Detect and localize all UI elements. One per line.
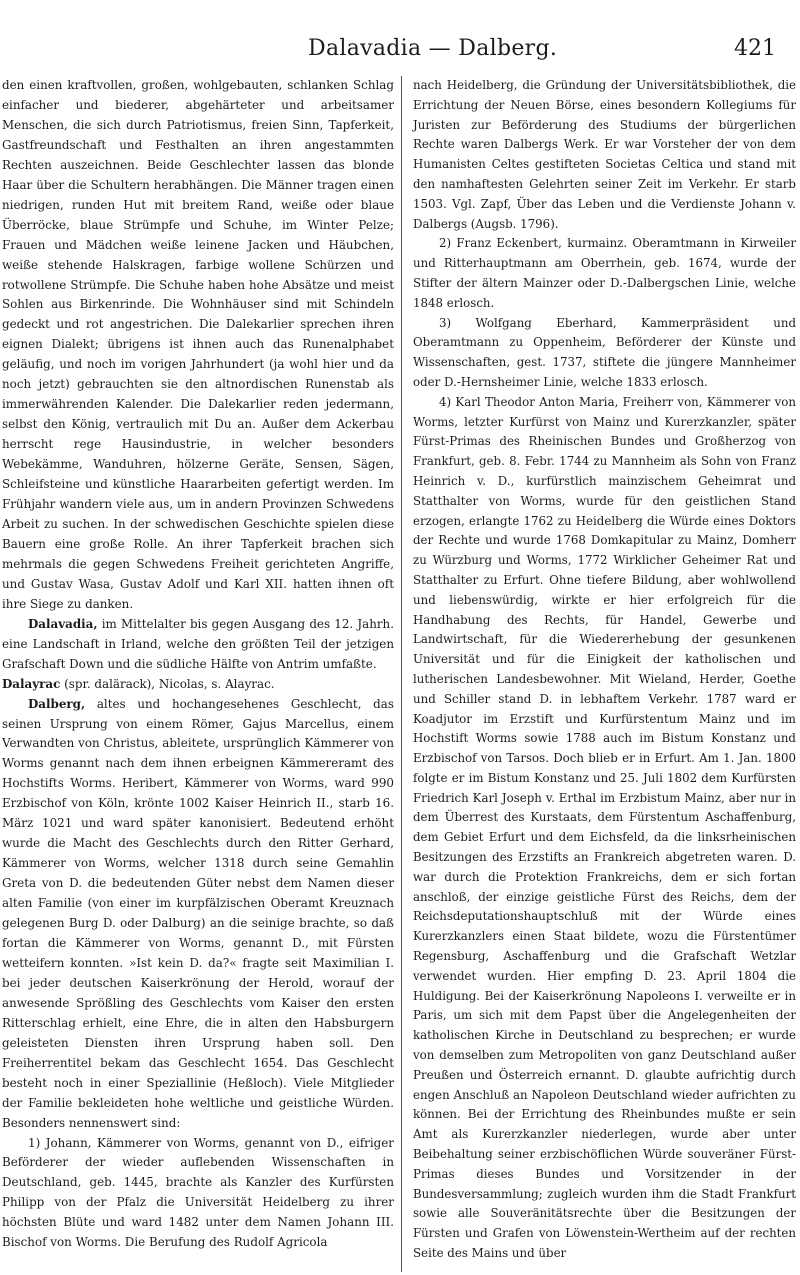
- list-item-karl-theodor: 4) Karl Theodor Anton Maria, Freiherr von, Kämmerer von Worms, letzter Kurfürst von Mainz und Kurerzkanzler, später Fürst-Primas des Rheinischen Bundes und Großherzog von Frankfurt, geb. 8. Febr. 1744 zu Mannheim als Sohn von Franz Heinrich v. D., kurfürstlich mainzischem Geheimrat und Statthalter von Worms, wurde für den geistlichen Stand erzogen, erlangte 1762 zu Heidelberg die Würde eines Doktors der Rechte und wurde 1768 Domkapitular zu Mainz, Domherr zu Würzburg und Worms, 1772 Wirklicher Geheimer Rat und Statthalter zu Erfurt. Ohne tiefere Bildung, aber wohlwollend und liebenswürdig, wirkte er hier erfolgreich für die Handhabung des Rechts, für Handel, Gewerbe und Landwirtschaft, für die Wiedererhebung der gesunkenen Universität und für die Einigkeit der katholischen und lutherischen Landesbewohner. Mit Wieland, Herder, Goethe und Schiller stand D. in lebhaftem Verkehr. 1787 ward er Koadjutor im Erzstift und Kurfürstentum Mainz und im Hochstift Worms sowie 1788 auch im Bistum Konstanz und Erzbischof von Tarsos. Doch blieb er in Erfurt. Am 1. Jan. 1800 folgte er im Bistum Konstanz und 25. Juli 1802 dem Kurfürsten Friedrich Karl Joseph v. Erthal im Erzbistum Mainz, aber nur in dem Überrest des Kurstaats, dem Fürstentum Aschaffenburg, dem Gebiet Erfurt und dem Eichsfeld, da die linksrheinischen Besitzungen des Erzstifts an Frankreich abgetreten waren. D. war durch die Protektion Frankreichs, dem er sich fortan anschloß, der einzige geistliche Fürst des Reichs, dem der Reichsdeputationshauptschluß mit der Würde eines Kurerzkanzlers einen Staat bildete, wozu die Fürstentümer Regensburg, Aschaffenburg und die Grafschaft Wetzlar verwendet wurden. Hier empfing D. 23. April 1804 die Huldigung. Bei der Kaiserkrönung Napoleons I. verweilte er in Paris, um sich mit dem Papst über die Angelegenheiten der katholischen Kirche in Deutschland zu besprechen; er wurde von demselben zum Metropoliten von ganz Deutschland außer Preußen und Österreich ernannt. D. glaubte aufrichtig durch engen Anschluß an Napoleon Deutschland wieder aufrichten zu können. Bei der Errichtung des Rheinbundes mußte er sein Amt als Kurerzkanzler niederlegen, wurde aber unter Beibehaltung seiner erzbischöflichen Würde souveräner Fürst-Primas dieses Bundes und Vorsitzender in der Bundesversammlung; zugleich wurden ihm die Stadt Frankfurt sowie alle Souveränitätsrechte über die Besitzungen der Fürsten und Grafen von Löwenstein-Wertheim auf der rechten Seite des Mains und über: [413, 394, 796, 1261]
- running-title: Dalavadia — Dalberg.: [308, 36, 558, 61]
- list-item-wolfgang-eberhard: 3) Wolfgang Eberhard, Kammerpräsident und Oberamtmann zu Oppenheim, Beförderer der Künste und Wissenschaften, gest. 1737, stiftete die jüngere Mannheimer oder D.-Hernsheimer Linie, welche 1833 erlosch.: [413, 315, 796, 389]
- list-item-franz-eckenbert: 2) Franz Eckenbert, kurmainz. Oberamtmann in Kirweiler und Ritterhauptmann am Oberrhein, geb. 1674, wurde der Stifter der ältern Mainzer oder D.-Dalbergschen Linie, welche 1848 erlosch.: [413, 236, 796, 310]
- entry-headword: Dalberg,: [28, 696, 86, 711]
- right-column: [413, 76, 796, 1264]
- entry-dalayrac: [2, 675, 394, 695]
- entry-headword: Dalayrac: [2, 676, 61, 691]
- entry-text: im Mittelalter bis gegen Ausgang des 12. Jahrh. eine Landschaft in Irland, welche den größten Teil der jetzigen Grafschaft Down und die südliche Hälfte von Antrim umfaßte.: [2, 616, 394, 671]
- page-header: [0, 36, 800, 76]
- paragraph-johann-continued: nach Heidelberg, die Gründung der Universitätsbibliothek, die Errichtung der Neuen Börse, eines besondern Kollegiums für Juristen zur Beförderung des Studiums der bürgerlichen Rechte waren Dalbergs Werk. Er war Vorsteher der von dem Humanisten Celtes gestifteten Societas Celtica und stand mit den namhaftesten Gelehrten seiner Zeit im Verkehr. Er starb 1503. Vgl. Zapf, Über das Leben und die Verdienste Johann v. Dalbergs (Augsb. 1796).: [413, 78, 796, 231]
- entry-text: altes und hochangesehenes Geschlecht, das seinen Ursprung von einem Römer, Gajus Marcellus, einem Verwandten von Christus, ableitete, ursprünglich Kämmerer von Worms genannt nach dem ihnen erbeignen Kämmereramt des Hochstifts Worms. Heribert, Kämmerer von Worms, ward 990 Erzbischof von Köln, krönte 1002 Kaiser Heinrich II., starb 16. März 1021 und ward später kanonisiert. Bedeutend erhöht wurde die Macht des Geschlechts durch den Ritter Gerhard, Kämmerer von Worms, welcher 1318 durch seine Gemahlin Greta von D. die bedeutenden Güter nebst dem Namen dieser alten Familie (von einer im kurpfälzischen Oberamt Kreuznach gelegenen Burg D. oder Dalburg) an die seinige brachte, so daß fortan die Kämmerer von Worms, genannt D., mit Fürsten wetteifern konnten. »Ist kein D. da?« fragte seit Maximilian I. bei jeder deutschen Kaiserkrönung der Herold, worauf der anwesende Sprößling des Geschlechts vom Kaiser den ersten Ritterschlag erhielt, eine Ehre, die in alten den Habsburgern geleisteten Diensten ihren Ursprung haben soll. Den Freiherrentitel bekam das Geschlecht 1654. Das Geschlecht besteht noch in einer Speziallinie (Heßloch). Viele Mitglieder der Familie bekleideten hohe weltliche und geistliche Würden. Besonders nennenswert sind:: [2, 696, 394, 1130]
- left-column: [2, 76, 394, 1253]
- list-item-johann: 1) Johann, Kämmerer von Worms, genannt von D., eifriger Beförderer der wieder auflebenden Wissenschaften in Deutschland, geb. 1445, brachte als Kanzler des Kurfürsten Philipp von der Pfalz die Universität Heidelberg zu ihrer höchsten Blüte und ward 1482 unter dem Namen Johann III. Bischof von Worms. Die Berufung des Rudolf Agricola: [2, 1135, 394, 1250]
- page-number: 421: [734, 36, 776, 61]
- entry-headword: Dalavadia,: [28, 616, 98, 631]
- entry-text: (spr. dalärack), Nicolas, s. Alayrac.: [60, 676, 275, 691]
- entry-dalberg: [2, 695, 394, 1134]
- paragraph-dalekarlier: den einen kraftvollen, großen, wohlgebauten, schlanken Schlag einfacher und biederer, abgehärteter und arbeitsamer Menschen, die sich durch Patriotismus, freien Sinn, Tapferkeit, Gastfreundschaft und Festhalten an ihren angestammten Rechten auszeichnen. Beide Geschlechter lassen das blonde Haar über die Schultern herabhängen. Die Männer tragen einen niedrigen, runden Hut mit breitem Rand, weiße oder blaue Überröcke, blaue Strümpfe und Schuhe, im Winter Pelze; Frauen und Mädchen weiße leinene Jacken und Häubchen, weiße stehende Halskragen, farbige wollene Schürzen und rotwollene Strümpfe. Die Schuhe haben hohe Absätze und meist Sohlen aus Birkenrinde. Die Wohnhäuser sind mit Schindeln gedeckt und rot angestrichen. Die Dalekarlier sprechen ihren eignen Dialekt; übrigens ist ihnen auch das Runenalphabet geläufig, und noch im vorigen Jahrhundert (ja wohl hier und da noch jetzt) gebrauchten sie den altnordischen Runenstab als immerwährenden Kalender. Die Dalekarlier reden jedermann, selbst den König, vertraulich mit Du an. Außer dem Ackerbau herrscht rege Hausindustrie, in welcher besonders Webekämme, Wanduhren, hölzerne Geräte, Sensen, Sägen, Schleifsteine und künstliche Haararbeiten gefertigt werden. Im Frühjahr wandern viele aus, um in andern Provinzen Schwedens Arbeit zu suchen. In der schwedischen Geschichte spielen diese Bauern eine große Rolle. An ihrer Tapferkeit brachen sich mehrmals die gegen Schwedens Freiheit gerichteten Angriffe, und Gustav Wasa, Gustav Adolf und Karl XII. hatten ihnen oft ihre Siege zu danken.: [2, 78, 394, 611]
- entry-dalavadia: [2, 615, 394, 675]
- column-divider: [401, 76, 402, 1272]
